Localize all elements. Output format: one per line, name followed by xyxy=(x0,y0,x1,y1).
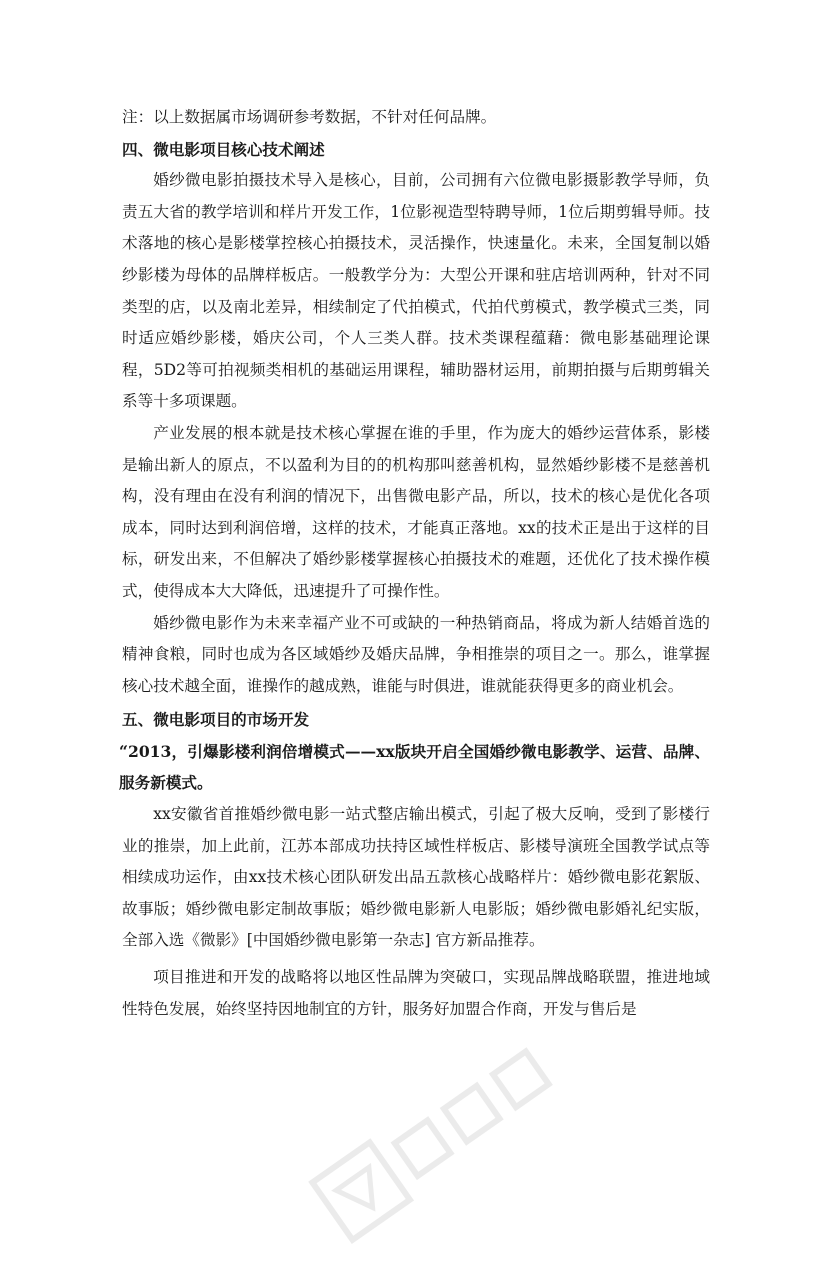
section-heading-core-tech: 四、微电影项目核心技术阐述 xyxy=(122,139,325,159)
data-note: 注：以上数据属市场调研参考数据，不针对任何品牌。 xyxy=(122,108,497,126)
body-paragraph: 婚纱微电影拍摄技术导入是核心，目前，公司拥有六位微电影摄影教学导师，负责五大省的教学培训和样片开发工作，1位影视造型特聘导师，1位后期剪辑导师。技术落地的核心是影楼掌控核心拍摄技术，灵活操作，快速量化。未来，全国复制以婚纱影楼为母体的品牌样板店。一般教学分为：大型公开课和驻店培训两种，针对不同类型的店，以及南北差异，相续制定了代拍模式，代拍代剪模式，教学模式三类，同时适应婚纱影楼，婚庆公司，个人三类人群。技术类课程蕴藉：微电影基础理论课程，5D2等可拍视频类相机的基础运用课程，辅助器材运用，前期拍摄与后期剪辑关系等十多项课题。 xyxy=(122,171,710,411)
body-paragraph: 项目推进和开发的战略将以地区性品牌为突破口，实现品牌战略联盟，推进地域性特色发展，始终坚持因地制宜的方针，服务好加盟合作商，开发与售后是 xyxy=(122,968,710,1018)
body-paragraph: 产业发展的根本就是技术核心掌握在谁的手里，作为庞大的婚纱运营体系，影楼是输出新人的原点，不以盈利为目的的机构那叫慈善机构，显然婚纱影楼不是慈善机构，没有理由在没有利润的情况下，出售微电影产品，所以，技术的核心是优化各项成本，同时达到利润倍增，这样的技术，才能真正落地。xx的技术正是出于这样的目标，研发出来，不但解决了婚纱影楼掌握核心拍摄技术的难题，还优化了技术操作模式，使得成本大大降低，迅速提升了可操作性。 xyxy=(122,423,710,600)
body-paragraph: 婚纱微电影作为未来幸福产业不可或缺的一种热销商品，将成为新人结婚首选的精神食粮，同时也成为各区域婚纱及婚庆品牌，争相推崇的项目之一。那么，谁掌握核心技术越全面，谁操作的越成熟，谁能与时俱进，谁就能获得更多的商业机会。 xyxy=(122,613,710,695)
document-page xyxy=(119,102,710,1025)
slogan-quote: “2013，引爆影楼利润倍增模式——xx版块开启全国婚纱微电影教学、运营、品牌、服务新模式。 xyxy=(119,741,710,793)
body-paragraph: xx安徽省首推婚纱微电影一站式整店输出模式，引起了极大反响，受到了影楼行业的推崇，加上此前，江苏本部成功扶持区域性样板店、影楼导演班全国教学试点等相续成功运作，由xx技术核心团队研发出品五款核心战略样片：婚纱微电影花絮版、故事版；婚纱微电影定制故事版；婚纱微电影新人电影版；婚纱微电影婚礼纪实版，全部入选《微影》[中国婚纱微电影第一杂志] 官方新品推荐。 xyxy=(122,805,710,950)
section-heading-market: 五、微电影项目的市场开发 xyxy=(122,710,310,730)
watermark-logo xyxy=(293,1000,608,1270)
